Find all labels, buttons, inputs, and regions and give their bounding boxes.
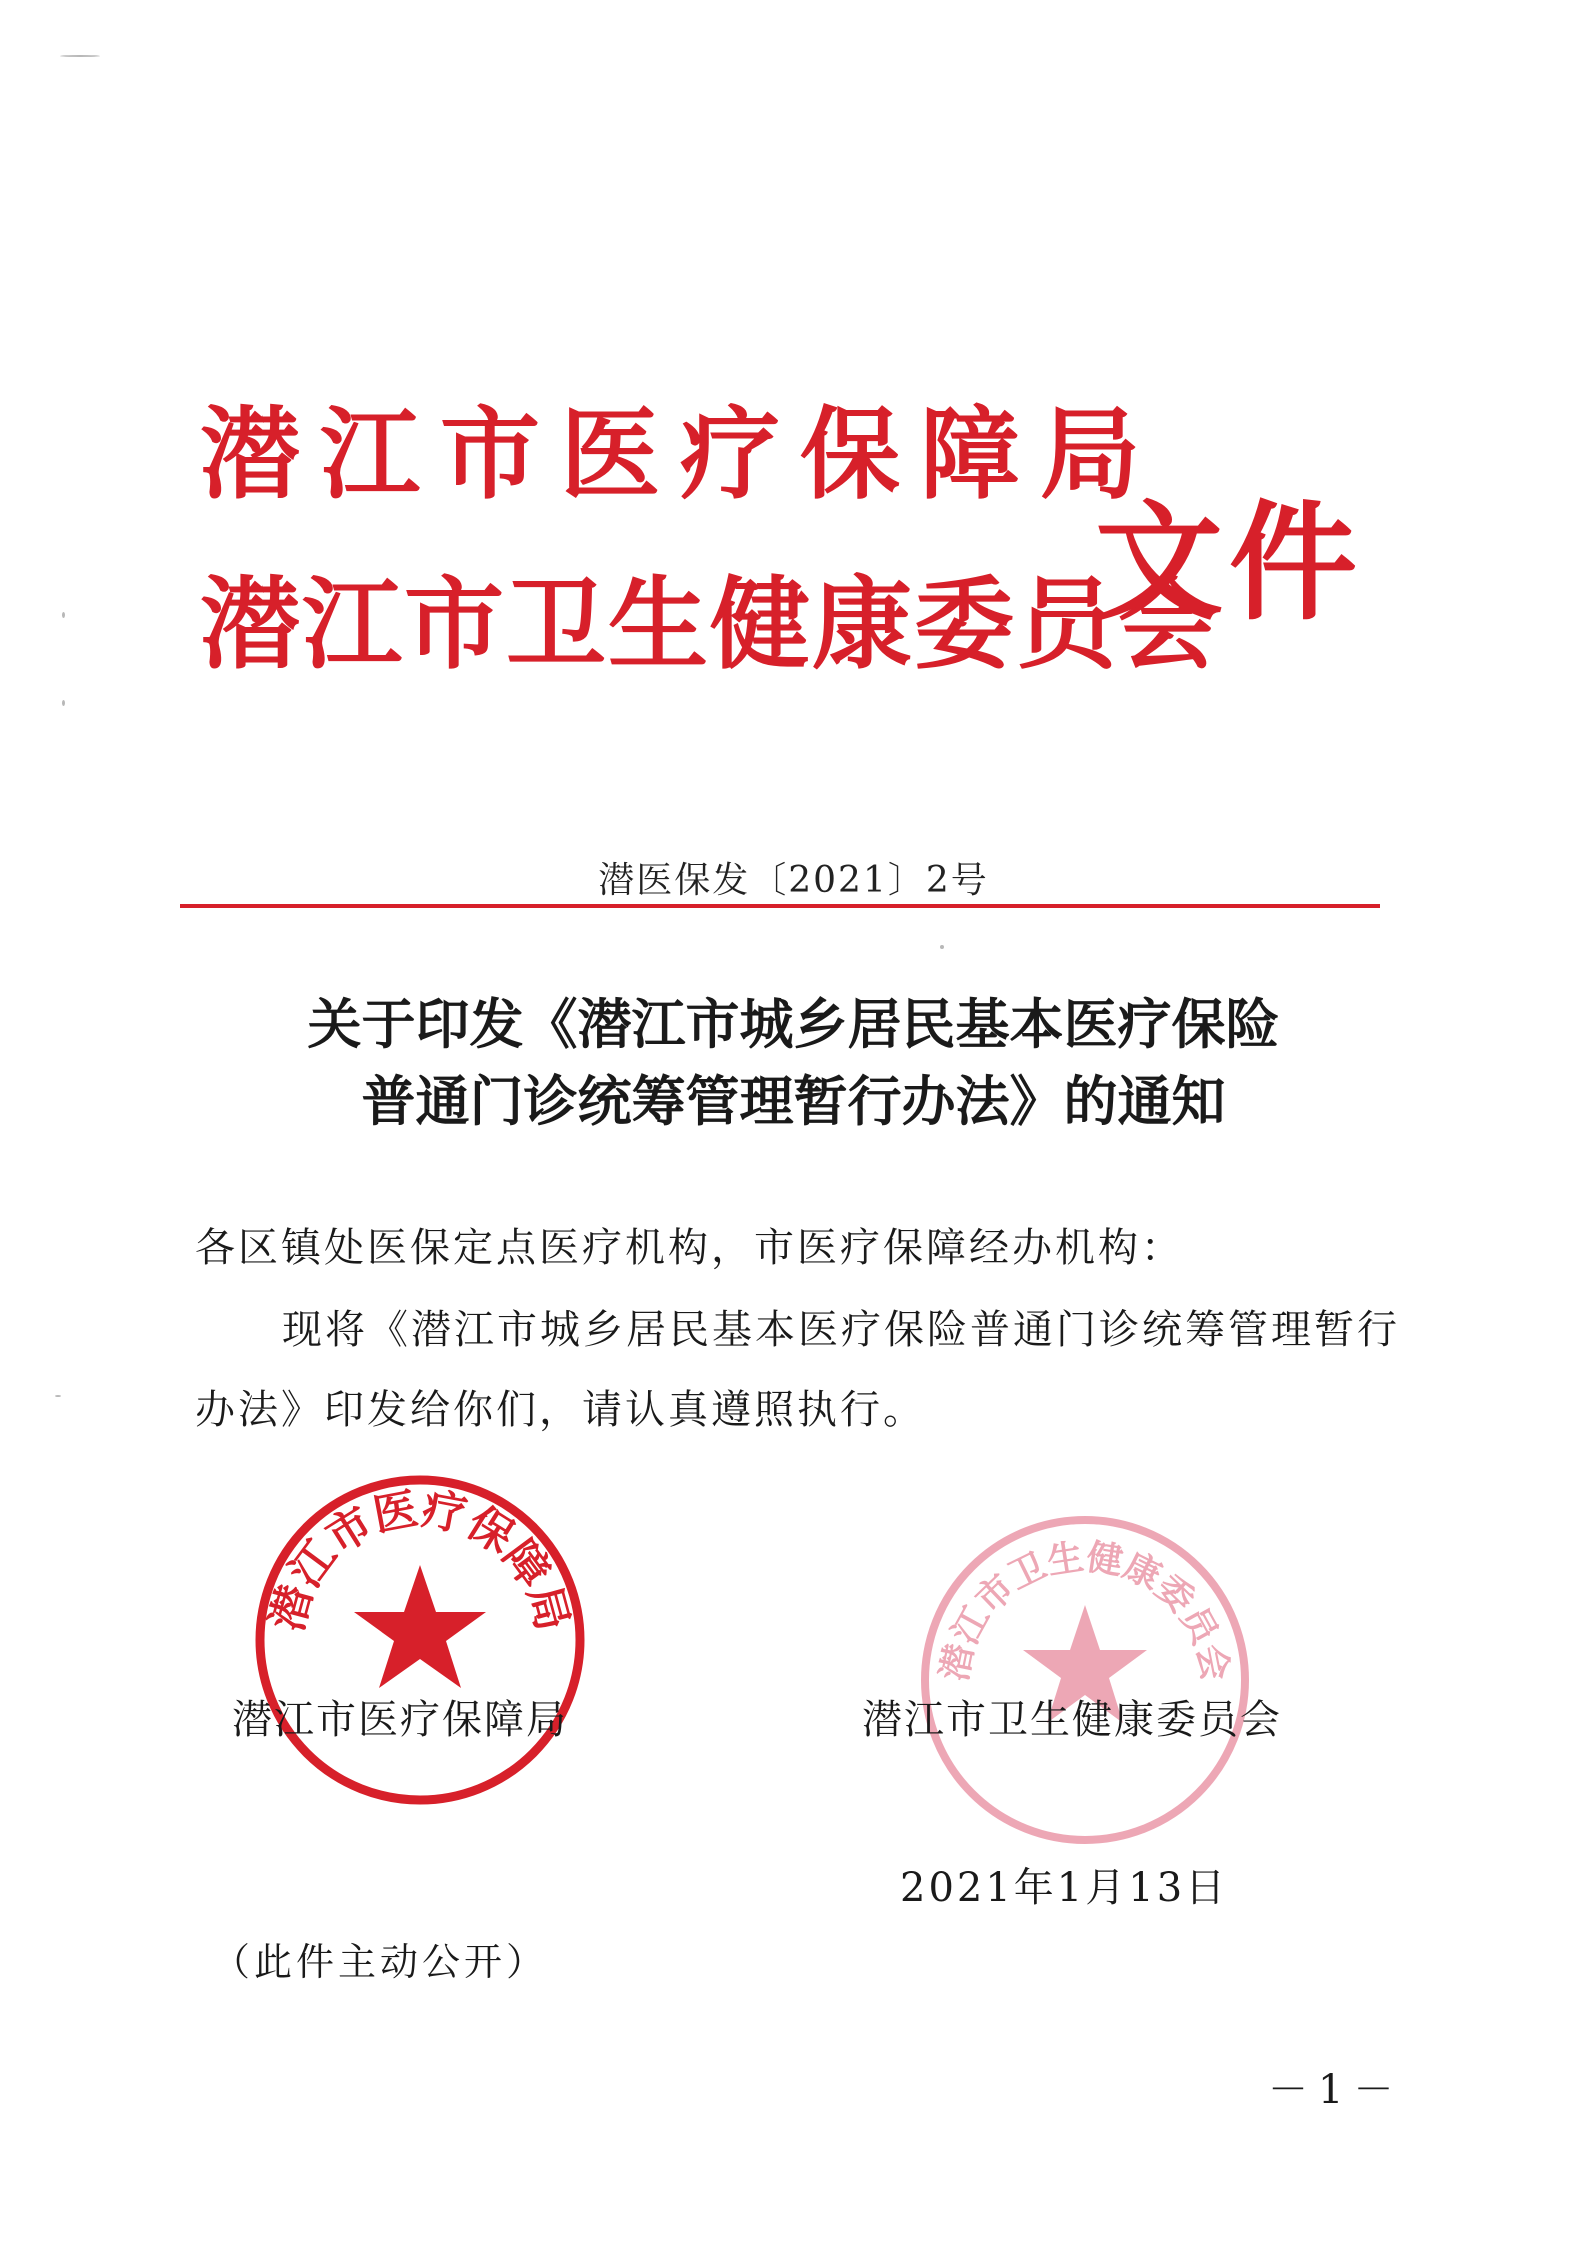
red-header [200, 395, 1380, 755]
seal-right-graphic [915, 1510, 1255, 1850]
header-file-word: 文件 [1095, 489, 1364, 638]
scan-artifact [940, 945, 944, 949]
scan-artifact [62, 700, 65, 706]
header-org-line-2: 潜江市卫生健康委员会 [200, 566, 1220, 683]
seal-left-star-icon [354, 1565, 486, 1688]
page-number: －1－ [1268, 2067, 1404, 2113]
document-title-line-1: 关于印发《潜江市城乡居民基本医疗保险 [307, 993, 1280, 1056]
seal-left-text: 潜江市医疗保障局 [261, 1483, 579, 1637]
document-number: 潜医保发〔2021〕2号 [598, 860, 989, 901]
signature-left: 潜江市医疗保障局 [232, 1697, 568, 1743]
scan-artifact [55, 1395, 61, 1397]
signature-right: 潜江市卫生健康委员会 [862, 1697, 1282, 1743]
scan-artifact [60, 55, 100, 57]
official-seal-health-commission [915, 1510, 1255, 1850]
disclosure-note: （此件主动公开） [212, 1940, 549, 1984]
header-org-line-1: 潜江市医疗保障局 [200, 396, 1160, 513]
body-paragraph-line-2: 办法》印发给你们，请认真遵照执行。 [195, 1387, 926, 1433]
document-title-line-2: 普通门诊统筹管理暂行办法》的通知 [361, 1070, 1226, 1133]
scan-artifact [62, 612, 65, 618]
issue-date: 2021年1月13日 [900, 1865, 1229, 1911]
official-seal-medical-security-bureau [250, 1470, 590, 1810]
seal-right-text: 潜江市卫生健康委员会 [934, 1536, 1236, 1685]
body-paragraph-line-1: 现将《潜江市城乡居民基本医疗保险普通门诊统筹管理暂行 [282, 1307, 1400, 1353]
red-divider-line [180, 904, 1380, 908]
salutation: 各区镇处医保定点医疗机构，市医疗保障经办机构： [195, 1225, 1184, 1271]
seal-left-graphic [250, 1470, 590, 1810]
